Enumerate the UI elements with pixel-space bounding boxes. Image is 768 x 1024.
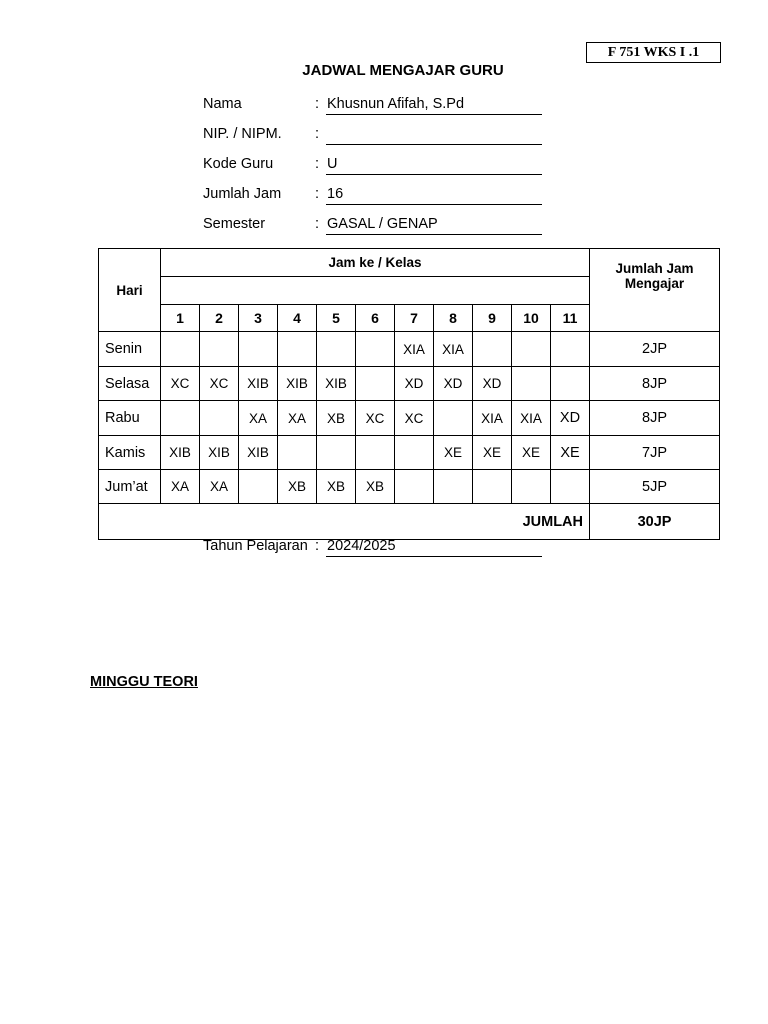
class-cell: XIA	[434, 332, 473, 367]
class-cell: XB	[317, 470, 356, 504]
hari-header: Hari	[99, 249, 161, 332]
class-cell: XIB	[278, 367, 317, 401]
class-cell	[278, 332, 317, 367]
class-cell	[551, 367, 590, 401]
class-cell	[395, 436, 434, 470]
period-number-cell: 2	[200, 305, 239, 332]
period-number-cell: 1	[161, 305, 200, 332]
tahun-pelajaran-value: 2024/2025	[326, 538, 542, 557]
class-cell: XA	[200, 470, 239, 504]
jumlah-jam-mengajar-header: Jumlah Jam Mengajar	[590, 249, 720, 332]
class-cell: XE	[473, 436, 512, 470]
class-cell: XC	[200, 367, 239, 401]
class-cell: XB	[356, 470, 395, 504]
class-cell: XIB	[239, 436, 278, 470]
class-cell	[434, 470, 473, 504]
row-total-cell: 2JP	[590, 332, 720, 367]
form-code-box: F 751 WKS I .1	[586, 42, 721, 63]
class-cell	[551, 470, 590, 504]
semester-colon: :	[315, 216, 320, 232]
header-row	[99, 249, 720, 277]
period-number-cell: 4	[278, 305, 317, 332]
class-cell	[161, 332, 200, 367]
period-number-cell: 5	[317, 305, 356, 332]
class-cell: XA	[161, 470, 200, 504]
jumlah-jam-label: Jumlah Jam	[203, 186, 282, 202]
day-cell: Senin	[99, 332, 161, 367]
schedule-row	[99, 401, 720, 436]
class-cell: XA	[239, 401, 278, 436]
class-cell: XE	[434, 436, 473, 470]
day-rows	[99, 332, 720, 504]
semester-label: Semester	[203, 216, 266, 232]
class-cell: XIA	[395, 332, 434, 367]
period-number-cell: 7	[395, 305, 434, 332]
schedule-row	[99, 367, 720, 401]
tahun-pelajaran-label: Tahun Pelajaran	[203, 538, 308, 554]
class-cell: XD	[395, 367, 434, 401]
class-cell: XD	[551, 401, 590, 436]
nama-label: Nama	[203, 96, 242, 112]
jumlah-label: JUMLAH	[99, 504, 590, 540]
class-cell	[512, 367, 551, 401]
period-number-cell: 8	[434, 305, 473, 332]
period-number-cell: 10	[512, 305, 551, 332]
jumlah-row	[99, 504, 720, 540]
kode-guru-label: Kode Guru	[203, 156, 274, 172]
class-cell	[356, 367, 395, 401]
class-cell	[200, 401, 239, 436]
schedule-row	[99, 332, 720, 367]
jumlah-jam-colon: :	[315, 186, 320, 202]
class-cell	[278, 436, 317, 470]
class-cell	[239, 470, 278, 504]
class-cell: XIA	[512, 401, 551, 436]
class-cell	[317, 436, 356, 470]
class-cell: XE	[551, 436, 590, 470]
class-cell: XIB	[161, 436, 200, 470]
class-cell	[473, 332, 512, 367]
minggu-teori-heading: MINGGU TEORI	[90, 674, 198, 690]
class-cell	[161, 401, 200, 436]
document-title: JADWAL MENGAJAR GURU	[302, 62, 504, 79]
nama-colon: :	[315, 96, 320, 112]
day-cell: Rabu	[99, 401, 161, 436]
class-cell	[356, 436, 395, 470]
schedule-row	[99, 470, 720, 504]
class-cell	[434, 401, 473, 436]
row-total-cell: 8JP	[590, 401, 720, 436]
day-cell: Jum’at	[99, 470, 161, 504]
class-cell	[512, 470, 551, 504]
class-cell: XC	[161, 367, 200, 401]
row-total-cell: 5JP	[590, 470, 720, 504]
class-cell	[551, 332, 590, 367]
class-cell: XB	[278, 470, 317, 504]
schedule-table	[98, 248, 720, 540]
nip-label: NIP. / NIPM.	[203, 126, 282, 142]
semester-value: GASAL / GENAP	[326, 216, 542, 235]
nip-value	[326, 126, 542, 145]
jam-kelas-header: Jam ke / Kelas	[161, 249, 590, 277]
row-total-cell: 7JP	[590, 436, 720, 470]
class-cell: XIB	[200, 436, 239, 470]
header-spacer-cell	[161, 277, 590, 305]
class-cell	[317, 332, 356, 367]
kode-guru-colon: :	[315, 156, 320, 172]
kode-guru-value: U	[326, 156, 542, 175]
period-number-cell: 9	[473, 305, 512, 332]
class-cell	[200, 332, 239, 367]
class-cell: XC	[395, 401, 434, 436]
jumlah-value: 30JP	[590, 504, 720, 540]
period-number-cell: 11	[551, 305, 590, 332]
class-cell	[473, 470, 512, 504]
period-number-cell: 3	[239, 305, 278, 332]
day-cell: Kamis	[99, 436, 161, 470]
nip-colon: :	[315, 126, 320, 142]
class-cell: XD	[473, 367, 512, 401]
row-total-cell: 8JP	[590, 367, 720, 401]
class-cell	[395, 470, 434, 504]
class-cell: XE	[512, 436, 551, 470]
day-cell: Selasa	[99, 367, 161, 401]
period-number-cell: 6	[356, 305, 395, 332]
class-cell	[356, 332, 395, 367]
class-cell	[239, 332, 278, 367]
class-cell: XC	[356, 401, 395, 436]
jumlah-jam-value: 16	[326, 186, 542, 205]
tahun-pelajaran-colon: :	[315, 538, 320, 554]
schedule-row	[99, 436, 720, 470]
class-cell	[512, 332, 551, 367]
class-cell: XA	[278, 401, 317, 436]
class-cell: XIB	[239, 367, 278, 401]
class-cell: XIA	[473, 401, 512, 436]
class-cell: XB	[317, 401, 356, 436]
class-cell: XD	[434, 367, 473, 401]
nama-value: Khusnun Afifah, S.Pd	[326, 96, 542, 115]
class-cell: XIB	[317, 367, 356, 401]
